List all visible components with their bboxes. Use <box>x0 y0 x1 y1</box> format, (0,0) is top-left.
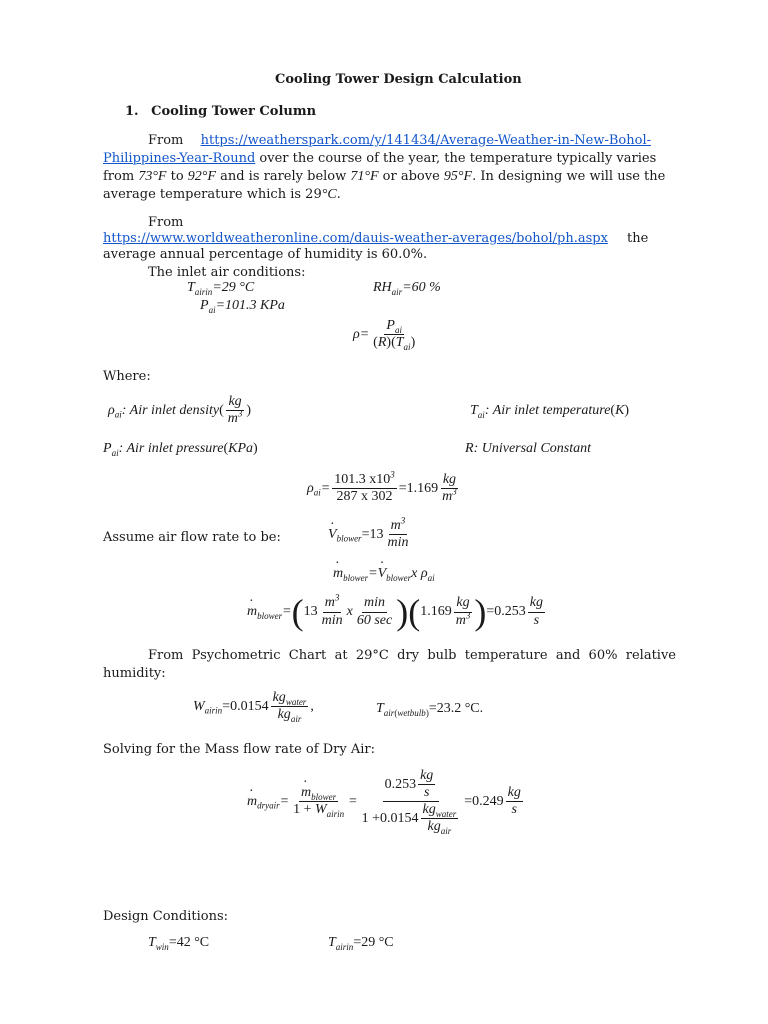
eq-rh-air: $RH_{air}=60$ % <box>373 280 441 297</box>
document-title: Cooling Tower Design Calculation <box>275 72 522 87</box>
eq-t-wetbulb: $T_{air(wetbulb)}=23.2$ °C. <box>376 701 484 718</box>
where-label: Where: <box>103 369 151 384</box>
def-rho: $\rho_{ai}$: Air inlet density( $\frac{kg}{m^3}$ ) <box>108 394 252 427</box>
eq-t-airin: $T_{airin}=29$ °C <box>187 280 255 297</box>
assume-label: Assume air flow rate to be: <box>103 530 281 545</box>
inlet-heading: The inlet air conditions: <box>148 265 306 280</box>
para2-the: the <box>627 231 649 246</box>
para2-from: From <box>148 215 184 230</box>
design-heading: Design Conditions: <box>103 909 229 924</box>
eq-m-blower-def: · $m_{blower}=\cdot V_{blower}x$ $\rho_{ai}$ <box>333 566 435 582</box>
psychro-line1: From Psychometric Chart at 29°C dry bulb temperature and 60% relative <box>148 648 676 663</box>
eq-w-airin: $W_{airin}=0.0154$ $\frac{kg_{water}}{kg_{air}}$ , <box>193 690 314 724</box>
eq-m-blower-calc: · $m_{blower}=(13$ $\frac{m^3}{\min}$ x $\frac{\min}{60 \sec}$ )(1.169 $\frac{kg}{m^3}$ )=0.253 $\frac{kg}{s}$ <box>247 594 547 630</box>
dry-air-heading: Solving for the Mass flow rate of Dry Air: <box>103 742 375 757</box>
para1-line2: Philippines-Year-Round over the course of the year, the temperature typically varies <box>103 151 657 166</box>
eq-density-calc: $\rho_{ai}=$ $\frac{101.3 x10^3}{287 x 302}$ =1.169 $\frac{kg}{m^3}$ <box>307 469 457 505</box>
para1-line4: average temperature which is 29°C. <box>103 187 341 202</box>
weatherspark-link[interactable]: https://weatherspark.com/y/141434/Average-Weather-in-New-Bohol- <box>200 133 651 148</box>
psychro-line2: humidity: <box>103 666 166 681</box>
def-pai: $P_{ai}$: Air inlet pressure(KPa) <box>103 441 258 458</box>
para1-line1: From https://weatherspark.com/y/141434/Average-Weather-in-New-Bohol- <box>148 133 651 148</box>
def-tai: $T_{ai}$: Air inlet temperature(K) <box>470 403 630 420</box>
section-title: Cooling Tower Column <box>151 104 317 119</box>
para1-line3: from 73°F to 92°F and is rarely below 71°F or above 95°F. In designing we will use the <box>103 169 666 184</box>
weatherspark-link-cont[interactable]: Philippines-Year-Round <box>103 151 256 166</box>
worldweather-link[interactable]: https://www.worldweatheronline.com/dauis-weather-averages/bohol/ph.aspx <box>103 231 608 246</box>
eq-v-blower: · $V_{blower}=13$ $\frac{m^3}{\min}$ <box>328 518 412 551</box>
section-heading <box>125 104 316 119</box>
eq-m-dryair: · $m_{dryair}=$ · $\frac{m_{blower}}{1 + W_{airin}}$ = 0.253 $\frac{kg}{s}$ 1 +0.0154 $\frac{kg_{water}}{kg_{air}}$ =0.249 $\frac{kg}{s}$ <box>247 768 525 835</box>
eq-t-airin-design: $T_{airin}=29$ °C <box>328 935 394 952</box>
def-r: R: Universal Constant <box>465 441 592 456</box>
section-number: 1. <box>125 104 139 119</box>
eq-p-ai: $P_{ai}=101.3$ KPa <box>200 298 285 315</box>
eq-t-win: $T_{win}=42$ °C <box>148 935 210 952</box>
eq-density-formula: ρ= $\frac{P_{ai}}{(R)(T_{ai})}$ <box>353 318 416 352</box>
para2-line3: average annual percentage of humidity is 60.0%. <box>103 247 428 262</box>
